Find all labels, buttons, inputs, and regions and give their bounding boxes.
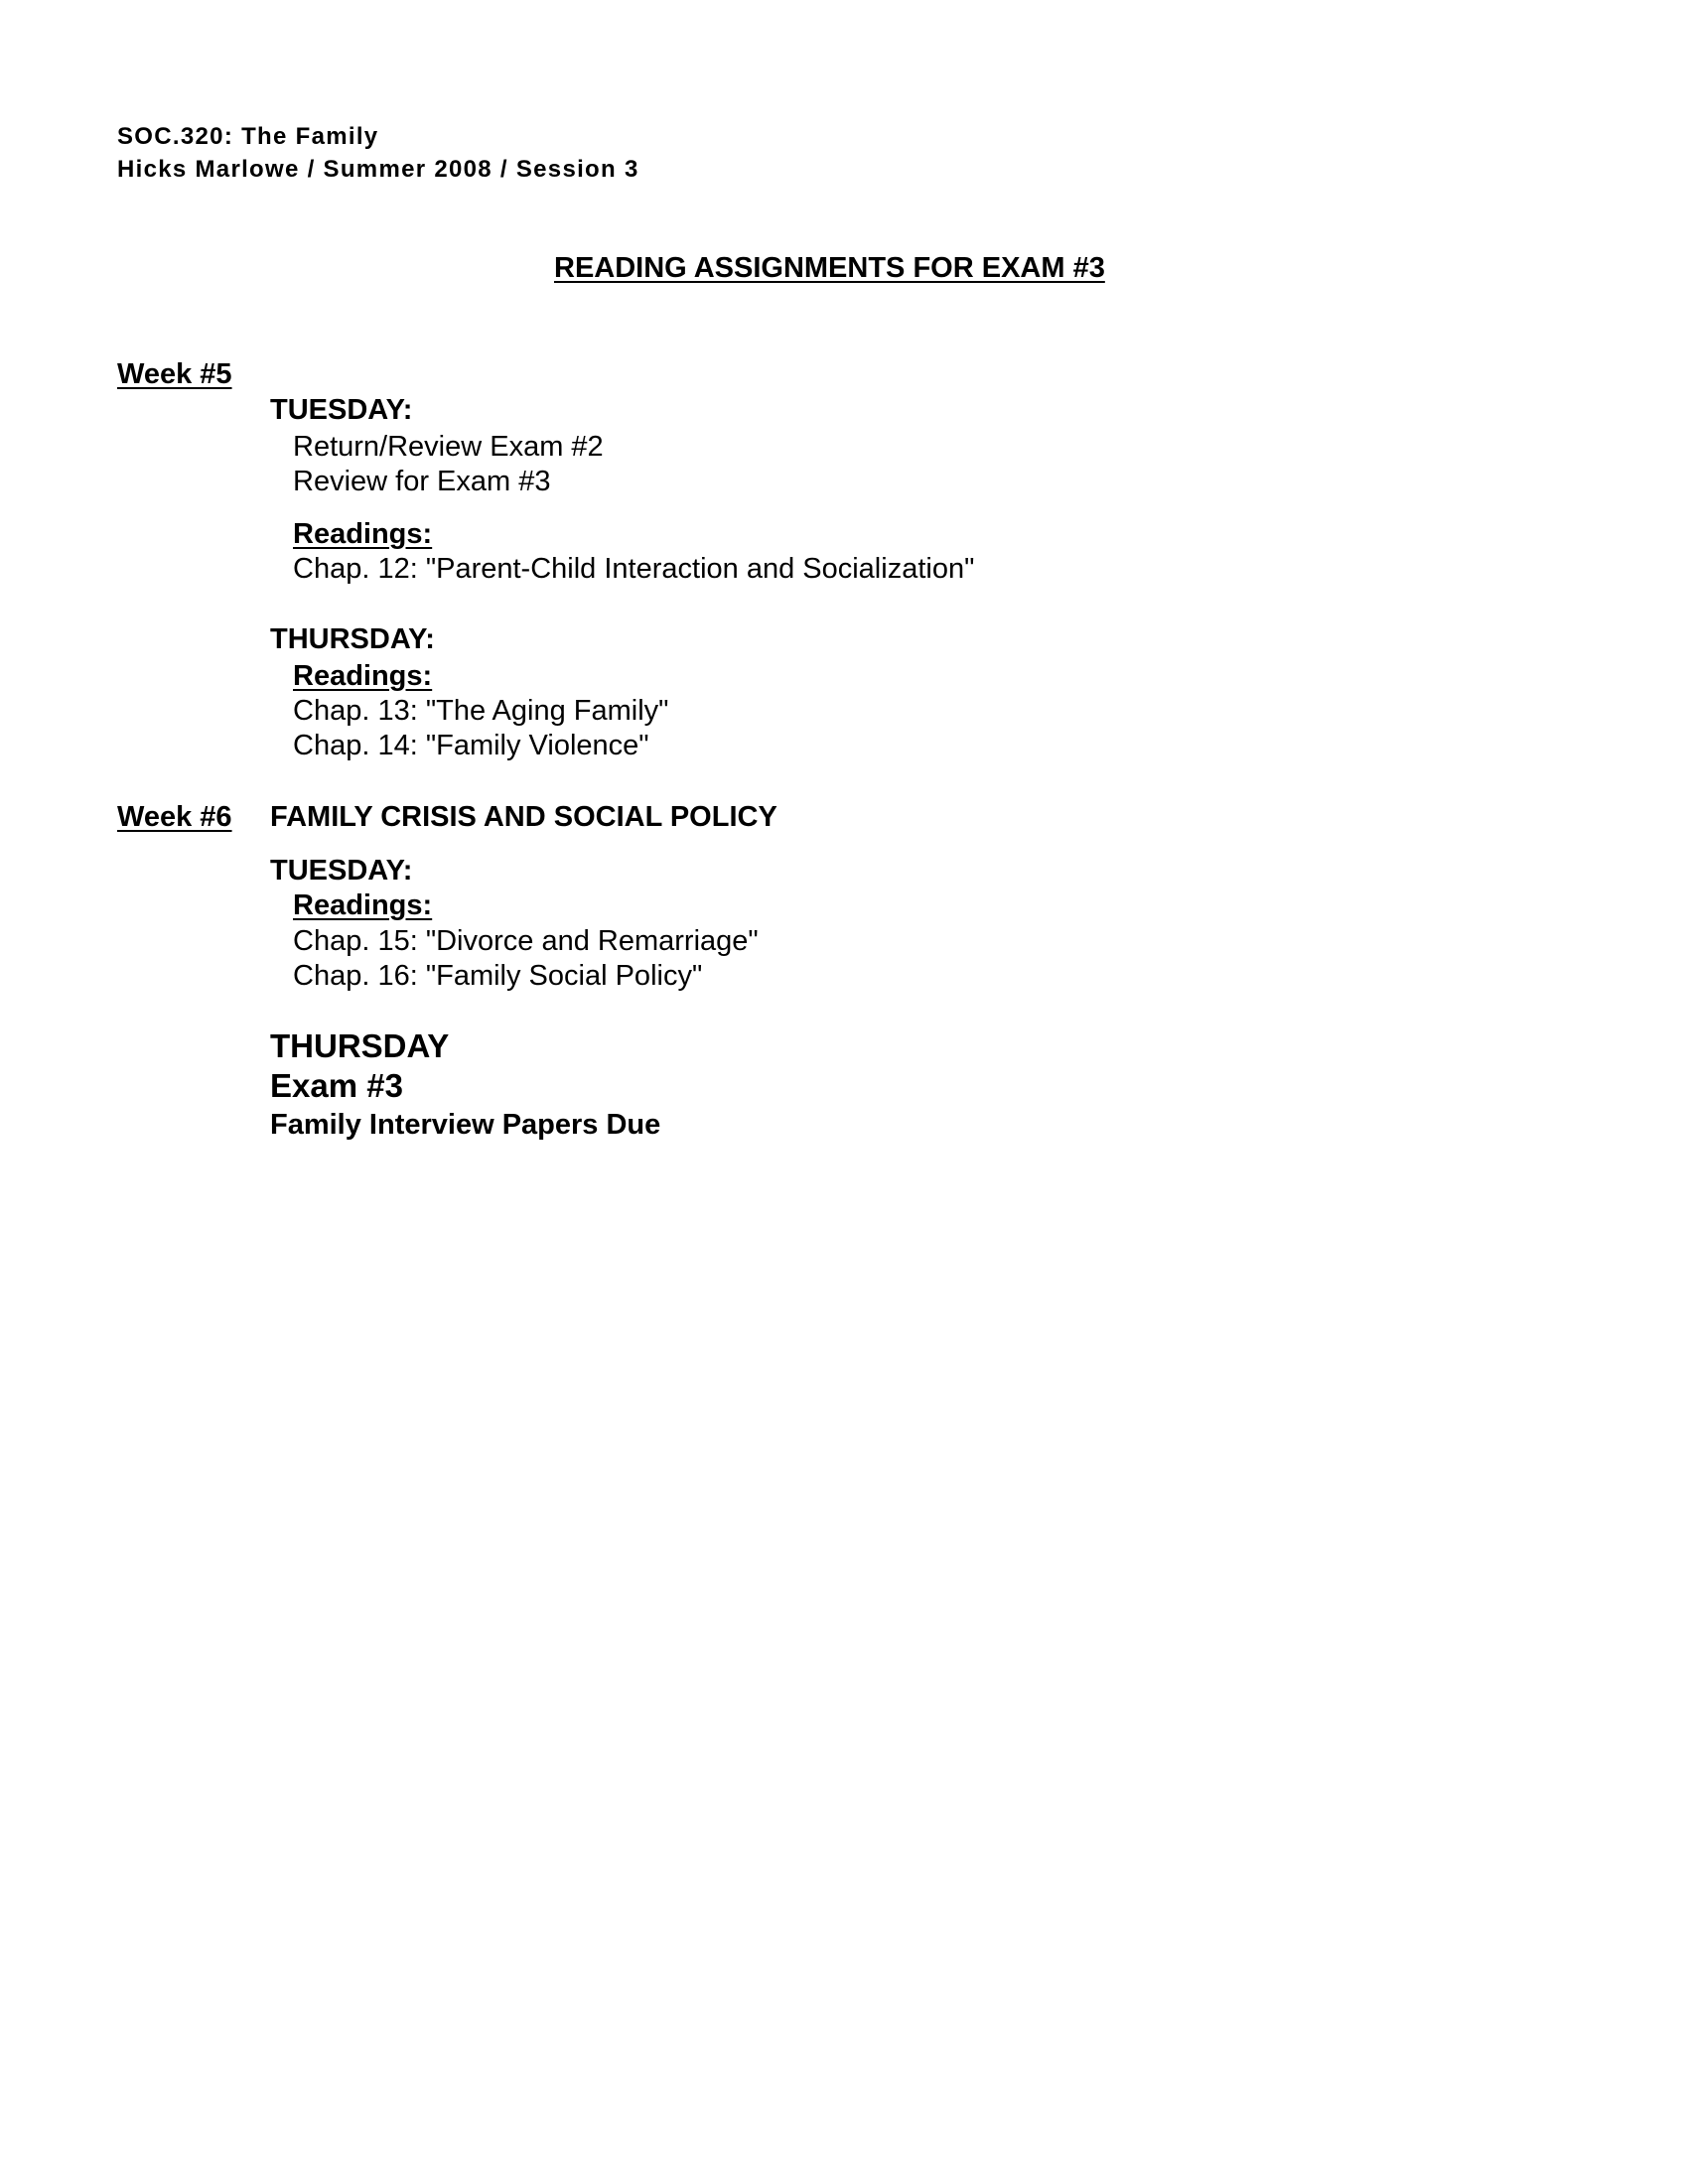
reading-item: Chap. 15: "Divorce and Remarriage" — [293, 925, 759, 957]
week-5-thursday-heading: THURSDAY: — [270, 623, 435, 655]
reading-item: Chap. 13: "The Aging Family" — [293, 695, 669, 727]
reading-item: Chap. 12: "Parent-Child Interaction and Socialization" — [293, 553, 975, 585]
week-5-label: Week #5 — [117, 358, 232, 390]
week-6-theme: FAMILY CRISIS AND SOCIAL POLICY — [270, 801, 777, 833]
week-6-tuesday-heading: TUESDAY: — [270, 855, 413, 887]
week-6-tuesday-readings-label: Readings: — [293, 889, 433, 921]
week-6-label: Week #6 — [117, 801, 232, 833]
week-5-tuesday-readings-label: Readings: — [293, 518, 433, 550]
reading-item: Chap. 14: "Family Violence" — [293, 730, 649, 761]
reading-item: Chap. 16: "Family Social Policy" — [293, 960, 703, 992]
page-title: READING ASSIGNMENTS FOR EXAM #3 — [554, 252, 1105, 284]
week-5-tuesday-item: Review for Exam #3 — [293, 466, 551, 497]
week-5-thursday-readings-label: Readings: — [293, 660, 433, 692]
week-5-tuesday-item: Return/Review Exam #2 — [293, 431, 604, 463]
papers-due-label: Family Interview Papers Due — [270, 1109, 661, 1141]
week-6-thursday-heading: THURSDAY — [270, 1027, 450, 1064]
course-details: Hicks Marlowe / Summer 2008 / Session 3 — [117, 156, 639, 183]
course-title: SOC.320: The Family — [117, 123, 379, 150]
exam-label: Exam #3 — [270, 1067, 403, 1104]
week-5-tuesday-heading: TUESDAY: — [270, 394, 413, 426]
